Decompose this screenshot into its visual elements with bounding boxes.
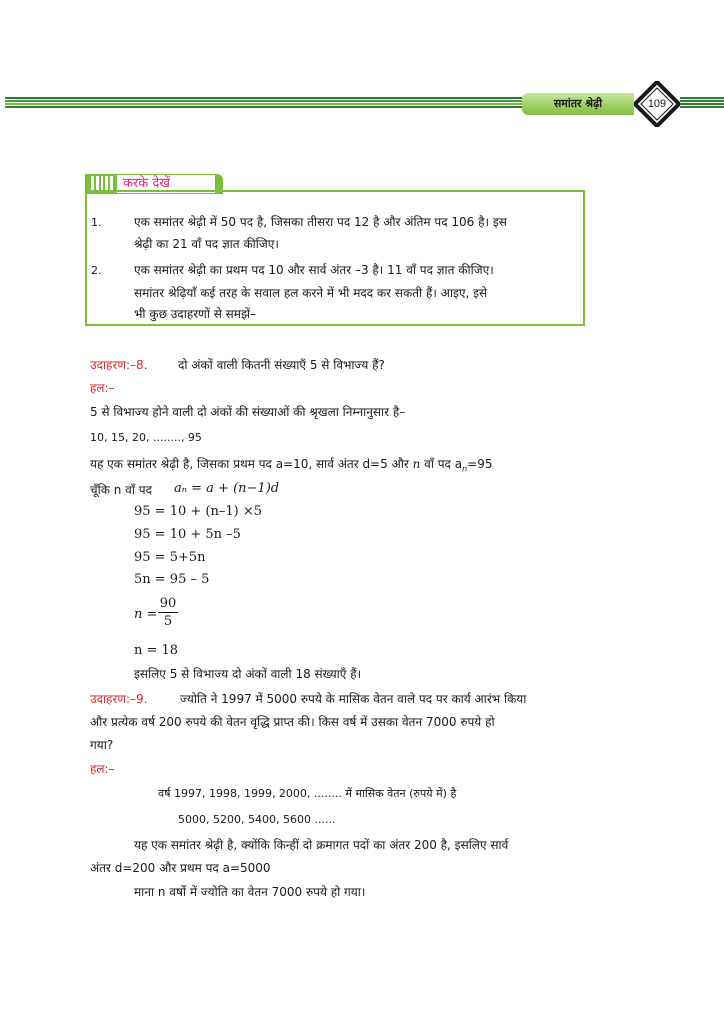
page-number: 109 bbox=[647, 98, 667, 110]
exercise-box-title: करके देखें bbox=[117, 175, 215, 193]
example-question: दो अंकों वाली कितनी संख्याएँ 5 से विभाज्य हैं? bbox=[178, 358, 385, 372]
fraction-numerator: 90 bbox=[159, 596, 177, 611]
step: 95 = 10 + 5n –5 bbox=[134, 527, 241, 542]
fraction-denominator: 5 bbox=[163, 614, 173, 629]
fraction-lhs: n = bbox=[134, 607, 158, 622]
header-rule-right bbox=[680, 97, 724, 111]
solution-label: हल:– bbox=[90, 381, 115, 395]
header-rule bbox=[5, 97, 525, 111]
conclusion: इसलिए 5 से विभाज्य दो अंकों वाली 18 संख्याएँ हैं। bbox=[134, 667, 362, 681]
example-label: उदाहरण:–8. bbox=[90, 358, 148, 372]
chapter-title: समांतर श्रेढ़ी bbox=[522, 93, 634, 115]
solution-text: यह एक समांतर श्रेढ़ी है, जिसका प्रथम पद a=10, सार्व अंतर d=5 और n वाँ पद $a_n=95$ bbox=[90, 457, 493, 474]
salary-line: 5000, 5200, 5400, 5600 ...... bbox=[178, 813, 336, 826]
item-text: श्रेढ़ी का 21 वाँ पद ज्ञात कीजिए। bbox=[134, 237, 279, 251]
formula: aₙ = a + (n−1)d bbox=[174, 481, 280, 496]
solution-text: अंतर d=200 और प्रथम पद a=5000 bbox=[90, 861, 271, 875]
fraction bbox=[158, 596, 178, 629]
step: 5n = 95 – 5 bbox=[134, 572, 210, 587]
box-note: भी कुछ उदाहरणों से समझें– bbox=[134, 307, 257, 321]
years-line: वर्ष 1997, 1998, 1999, 2000, ........ में मासिक वेतन (रुपये में) है bbox=[158, 787, 457, 800]
result: n = 18 bbox=[134, 643, 179, 658]
solution-text: यह एक समांतर श्रेढ़ी है, क्योंकि किन्हीं दो क्रमागत पदों का अंतर 200 है, इसलिए सार्व bbox=[134, 838, 509, 852]
solution-text: माना n वर्षो में ज्योति का वेतन 7000 रुपये हो गया। bbox=[134, 885, 366, 899]
example-question: और प्रत्येक वर्ष 200 रुपये की वेतन वृद्धि प्राप्त की। किस वर्ष में उसका वेतन 7000 रुपये हो bbox=[90, 715, 495, 729]
example-label: उदाहरण:–9. bbox=[90, 692, 148, 706]
solution-text: चूँकि n वाँ पद bbox=[90, 483, 152, 497]
step: 95 = 5+5n bbox=[134, 550, 206, 565]
series: 10, 15, 20, ........, 95 bbox=[90, 431, 202, 444]
box-note: समांतर श्रेढ़ियाँ कई तरह के सवाल हल करने में भी मदद कर सकती हैं। आइए, इसे bbox=[134, 286, 488, 300]
step: 95 = 10 + (n–1) ×5 bbox=[134, 504, 262, 519]
item-number: 2. bbox=[91, 264, 102, 277]
solution-label: हल:– bbox=[90, 762, 115, 776]
example-question: गया? bbox=[90, 738, 114, 752]
item-number: 1. bbox=[91, 216, 102, 229]
item-text: एक समांतर श्रेढ़ी का प्रथम पद 10 और सार्व अंतर –3 है। 11 वाँ पद ज्ञात कीजिए। bbox=[134, 263, 494, 277]
item-text: एक समांतर श्रेढ़ी में 50 पद है, जिसका तीसरा पद 12 है और अंतिम पद 106 है। इस bbox=[134, 215, 507, 229]
solution-text: 5 से विभाज्य होने वाली दो अंकों की संख्याओं की श्रृखला निम्नानुसार है– bbox=[90, 405, 406, 419]
example-question: ज्योति ने 1997 में 5000 रुपये के मासिक वेतन वाले पद पर कार्य आरंभ किया bbox=[180, 692, 527, 706]
